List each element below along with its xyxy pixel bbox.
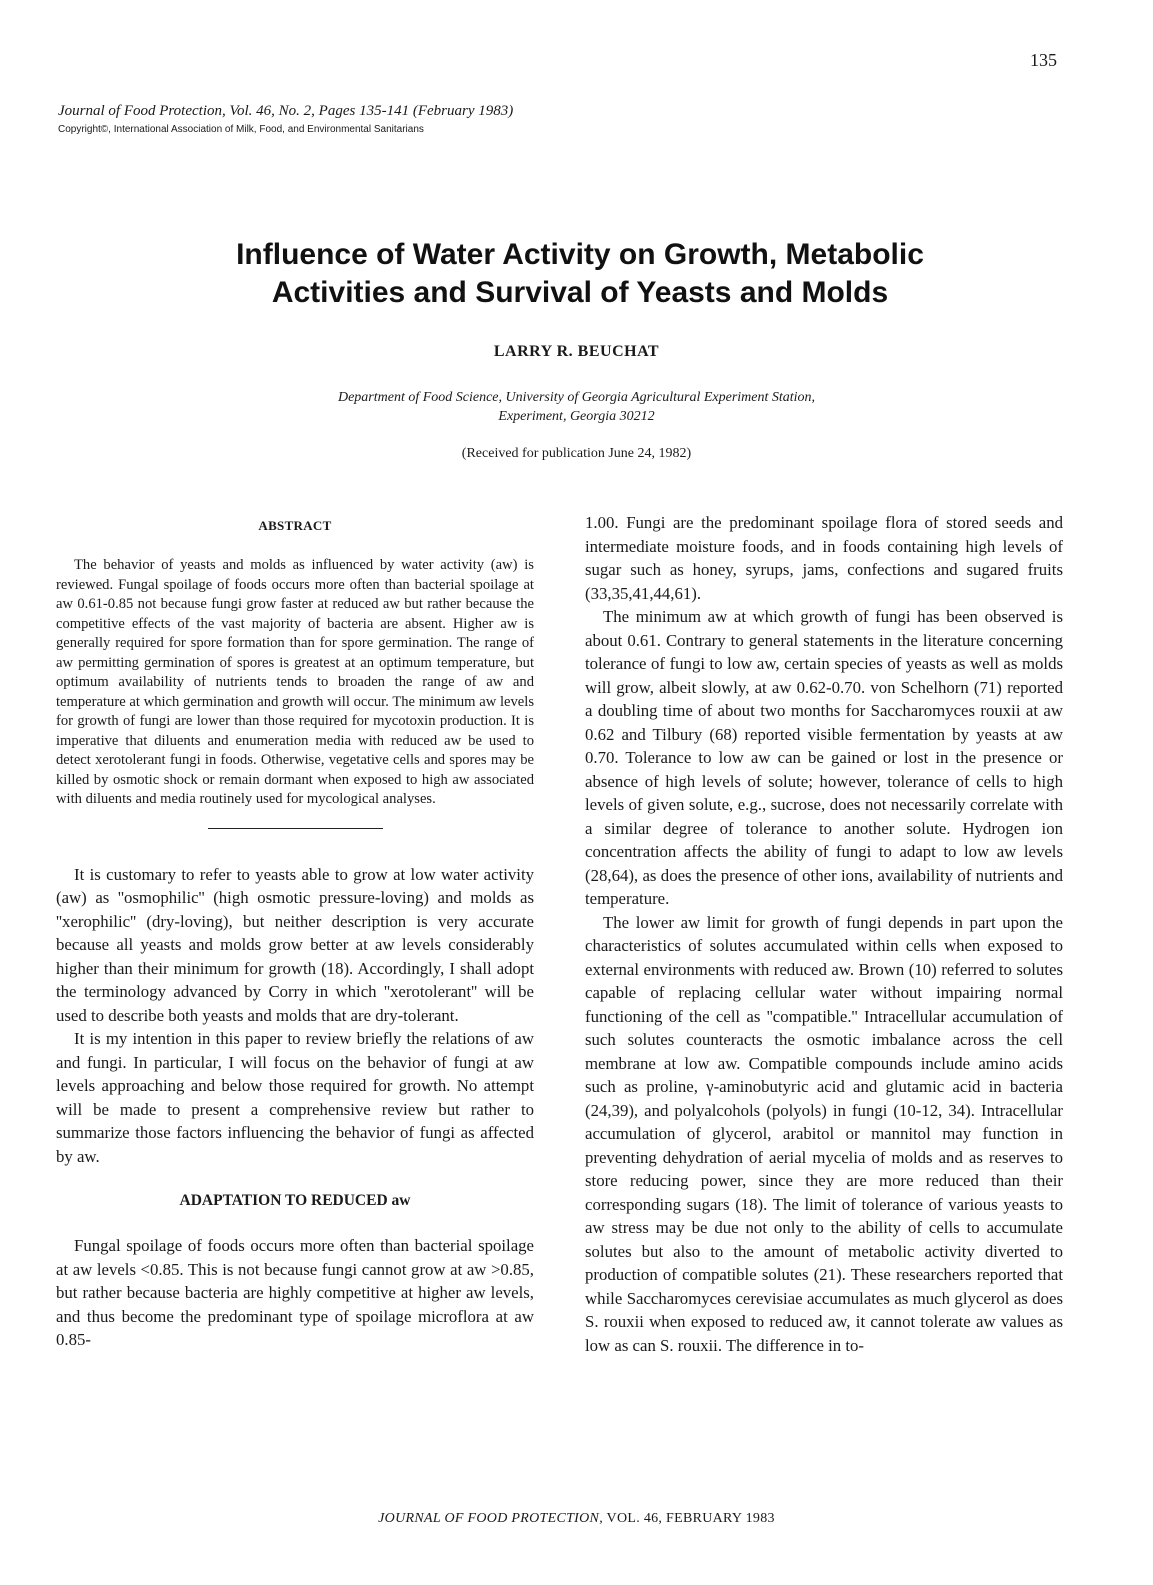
received-date: (Received for publication June 24, 1982) bbox=[461, 446, 692, 461]
right-paragraph-3: The lower aw limit for growth of fungi depends in part upon the characteristics of solutes accumulated within cells when exposed to external environments with reduced aw. Brown (10) referred to solutes capable of replacing cellular water without impairing normal functioning of the cell as ''compatible.'' Intracellular accumulation of such solutes counteracts the osmotic imbalance across the cell membrane at low aw. Compatible compounds include amino acids such as proline, γ-aminobutyric acid and glutamic acid in bacteria (24,39), and polyalcohols (polyols) in fungi (10-12, 34). Intracellular accumulation of glycerol, arabitol or mannitol may function in preventing dehydration of aerial mycelia of molds and as reserves to store reducing power, since they are more reduced than their corresponding sugars (18). The limit of tolerance of various yeasts to aw stress may be due not only to the ability of cells to accumulate solutes but also to the amount of metabolic activity diverted to production of compatible solutes (21). These researchers reported that while Saccharomyces cerevisiae accumulates as much glycerol as does S. rouxii when exposed to reduced aw, it cannot tolerate aw values as low as can S. rouxii. The difference in to- bbox=[585, 912, 1063, 1355]
right-column bbox=[585, 511, 1063, 1357]
journal-citation: Journal of Food Protection, Vol. 46, No. 2, Pages 135-141 (February 1983) bbox=[58, 103, 514, 119]
section-heading: ADAPTATION TO REDUCED aw bbox=[179, 1192, 411, 1209]
abstract-text: The behavior of yeasts and molds as influenced by water activity (aw) is reviewed. Fungal spoilage of foods occurs more often than bacterial spoilage at aw 0.61-0.85 not because fungi grow faster at reduced aw but rather because the competitive effects of the vast majority of bacteria are absent. Higher aw is generally required for spore formation than for spore germination. The range of aw permitting germination of spores is greatest at an optimum temperature, but optimum availability of nutrients tends to broaden the range of aw and temperature at which germination and growth will occur. The minimum aw levels for growth of fungi are lower than those required for mycotoxin production. It is imperative that diluents and enumeration media with reduced aw be used to detect xerotolerant fungi in foods. Otherwise, vegetative cells and spores may be killed by osmotic shock or remain dormant when exposed to high aw associated with diluents and media routinely used for mycological analyses. bbox=[56, 557, 534, 807]
intro-paragraph-1: It is customary to refer to yeasts able to grow at low water activity (aw) as ''osmophilic'' (high osmotic pressure-loving) and molds as ''xerophilic'' (dry-loving), but neither description is very accurate because all yeasts and molds grow better at aw levels considerably higher than their minimum for growth (18). Accordingly, I shall adopt the terminology advanced by Corry in which ''xerotolerant'' will be used to describe both yeasts and molds that are dry-tolerant. bbox=[56, 864, 534, 1025]
copyright-line: Copyright©, International Association of Milk, Food, and Environmental Sanitarians bbox=[58, 124, 424, 135]
left-body bbox=[56, 863, 534, 1352]
left-column bbox=[56, 518, 534, 1352]
article-title bbox=[80, 236, 1080, 312]
article-title-line-2: Activities and Survival of Yeasts and Molds bbox=[271, 276, 889, 309]
page-number: 135 bbox=[1030, 50, 1057, 70]
right-paragraph-2: The minimum aw at which growth of fungi has been observed is about 0.61. Contrary to general statements in the literature concerning tolerance of fungi to low aw, certain species of yeasts as well as molds will grow, albeit slowly, at aw 0.62-0.70. von Schelhorn (71) reported a doubling time of about two months for Saccharomyces rouxii at aw 0.62 and Tilbury (68) reported visible fermentation by yeasts at aw 0.70. Tolerance to low aw can be gained or lost in the presence or absence of high levels of solute; however, tolerance of cells to high levels of given solute, e.g., sucrose, does not necessarily correlate with a similar degree of tolerance to another solute. Hydrogen ion concentration affects the ability of fungi to adapt to low aw levels (28,64), as does the presence of other ions, availability of nutrients and temperature. bbox=[585, 607, 1063, 908]
affiliation-line-1: Department of Food Science, University of Georgia Agricultural Experiment Station, bbox=[337, 390, 816, 405]
abstract-section bbox=[56, 518, 534, 829]
abstract-divider bbox=[208, 828, 383, 829]
page-footer bbox=[0, 1511, 1153, 1527]
affiliation-line-2: Experiment, Georgia 30212 bbox=[498, 409, 655, 424]
intro-paragraph-2: It is my intention in this paper to review briefly the relations of aw and fungi. In particular, I will focus on the behavior of fungi at aw levels approaching and below those required for growth. No attempt will be made to present a comprehensive review but rather to summarize those factors influencing the behavior of fungi as affected by aw. bbox=[56, 1029, 534, 1166]
footer-volume-date: , VOL. 46, FEBRUARY 1983 bbox=[599, 1511, 775, 1526]
author-name: LARRY R. BEUCHAT bbox=[493, 343, 660, 360]
right-paragraph-1: 1.00. Fungi are the predominant spoilage flora of stored seeds and intermediate moisture foods, and in foods containing high levels of sugar such as honey, syrups, jams, confections and sugared fruits (33,35,41,44,61). bbox=[585, 513, 1063, 603]
article-title-line-1: Influence of Water Activity on Growth, Metabolic bbox=[236, 238, 924, 271]
footer-journal-name: JOURNAL OF FOOD PROTECTION bbox=[378, 1511, 600, 1526]
section-paragraph-1: Fungal spoilage of foods occurs more often than bacterial spoilage at aw levels <0.85. This is not because fungi cannot grow at aw >0.85, but rather because bacteria are highly competitive at higher aw levels, and thus become the predominant type of spoilage microflora at aw 0.85- bbox=[56, 1236, 534, 1349]
abstract-heading: ABSTRACT bbox=[258, 518, 332, 533]
affiliation bbox=[0, 388, 1153, 426]
